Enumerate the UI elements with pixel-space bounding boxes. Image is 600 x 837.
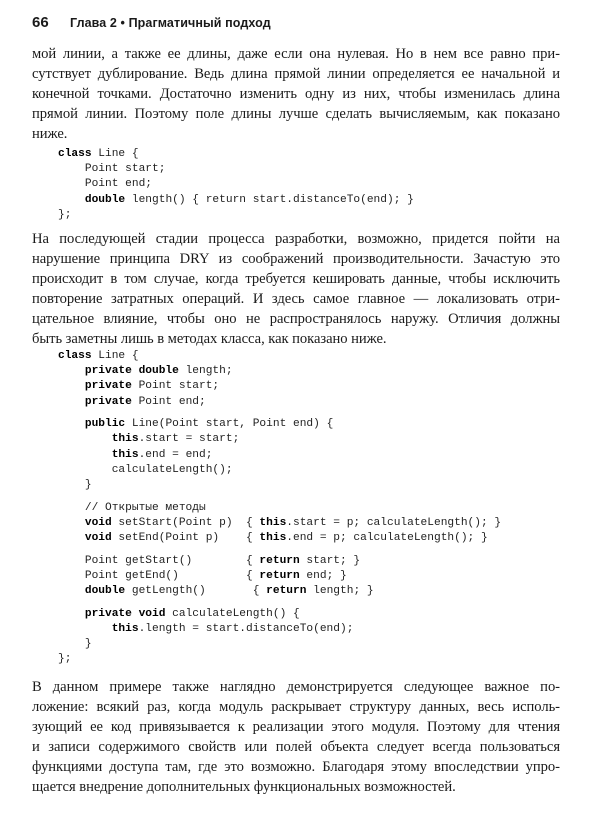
code-text: Line { bbox=[91, 350, 139, 362]
code-text: Line(Point start, Point end) { bbox=[125, 418, 334, 431]
code-text: }; bbox=[58, 208, 72, 221]
code-keyword: return bbox=[259, 569, 300, 582]
code-keyword: double bbox=[84, 585, 126, 598]
code-keyword: public bbox=[84, 418, 126, 431]
code-text bbox=[58, 532, 85, 544]
code-text bbox=[58, 365, 85, 377]
text-line: ложение: всякий раз, когда модуль раскрывает структуру данных, весь исполь- bbox=[32, 699, 560, 715]
code-line bbox=[58, 637, 501, 652]
text-line: щается внедрение дополнительных функциональных возможностей. bbox=[32, 779, 456, 795]
text-line: конечной точками. Достаточно изменить одну из них, чтобы изменилась длина bbox=[32, 86, 560, 102]
code-text bbox=[58, 396, 85, 408]
code-line bbox=[58, 501, 501, 516]
code-keyword: class bbox=[58, 148, 92, 160]
code-text: }; bbox=[58, 653, 72, 666]
code-text bbox=[58, 608, 85, 620]
code-line bbox=[58, 193, 414, 208]
code-line bbox=[58, 478, 501, 493]
code-line bbox=[58, 432, 501, 447]
code-line bbox=[58, 584, 501, 599]
code-text bbox=[58, 418, 85, 430]
paragraph-1 bbox=[32, 44, 560, 144]
text-line: На последующей стадии процесса разработки, возможно, придется пойти на bbox=[32, 231, 560, 247]
code-text: Line { bbox=[91, 148, 139, 160]
text-line: и записи содержимого свойств или полей объекта следует всегда пользоваться bbox=[32, 739, 560, 755]
code-text: start; } bbox=[299, 554, 361, 567]
code-line bbox=[58, 395, 501, 410]
code-keyword: void bbox=[84, 516, 112, 529]
text-line: функциями доступа там, где это возможно. Благодаря этому впоследствии упро- bbox=[32, 759, 560, 775]
running-head: Глава 2 • Прагматичный подход bbox=[70, 16, 271, 30]
code-text: Point end; bbox=[58, 178, 152, 191]
code-text: } bbox=[58, 638, 92, 651]
code-line bbox=[58, 417, 501, 432]
code-text: // Открытые методы bbox=[58, 501, 206, 514]
code-text: end; } bbox=[299, 569, 347, 582]
code-line bbox=[58, 622, 501, 637]
paragraph-3 bbox=[32, 677, 560, 797]
code-line bbox=[58, 554, 501, 569]
code-line bbox=[58, 379, 501, 394]
code-text bbox=[58, 517, 85, 529]
code-text: .end = p; calculateLength(); } bbox=[286, 532, 488, 545]
text-line: цательное влияние, чтобы оно не распространялось наружу. Отличия должны bbox=[32, 311, 560, 327]
text-line: мой линии, а также ее длины, даже если она нулевая. Но в нем все равно при- bbox=[32, 46, 560, 62]
code-text: length() { return start.distanceTo(end); } bbox=[125, 193, 414, 206]
code-text: length; } bbox=[306, 585, 374, 598]
code-listing-1 bbox=[58, 147, 414, 223]
code-keyword: this bbox=[259, 516, 287, 529]
paragraph-2 bbox=[32, 229, 560, 349]
code-keyword: return bbox=[259, 554, 300, 567]
text-line: прямой линии. Поэтому поле длины лучше сделать вычисляемым, как показано bbox=[32, 106, 560, 122]
code-text: Point end; bbox=[131, 395, 206, 408]
text-line: нарушение принципа DRY из соображений производительности. Зачастую это bbox=[32, 251, 560, 267]
code-text bbox=[58, 623, 112, 635]
code-line bbox=[58, 569, 501, 584]
code-keyword: private void bbox=[84, 607, 166, 620]
code-text: } bbox=[58, 479, 92, 491]
code-line bbox=[58, 448, 501, 463]
code-line bbox=[58, 516, 501, 531]
code-keyword: this bbox=[111, 433, 139, 446]
code-line bbox=[58, 607, 501, 622]
code-blank-line bbox=[58, 599, 501, 607]
code-text: Point start; bbox=[131, 380, 220, 393]
code-keyword: this bbox=[259, 532, 287, 545]
code-text: setEnd(Point p) { bbox=[111, 532, 260, 545]
code-text bbox=[58, 380, 85, 392]
text-line: повторение затратных операций. И здесь самое главное — локализовать отри- bbox=[32, 291, 560, 307]
text-line: В данном примере также наглядно демонстрируется следующее важное по- bbox=[32, 679, 560, 695]
code-line bbox=[58, 147, 414, 162]
code-text: length; bbox=[178, 365, 233, 378]
code-text: Point getEnd() { bbox=[58, 569, 260, 582]
code-text bbox=[58, 194, 85, 206]
code-text bbox=[58, 433, 112, 445]
code-text: Point getStart() { bbox=[58, 554, 260, 567]
code-keyword: return bbox=[266, 585, 307, 598]
code-blank-line bbox=[58, 493, 501, 501]
code-keyword: private bbox=[84, 395, 132, 408]
text-line: сутствует дублирование. Ведь длина прямой линии определяется ее начальной и bbox=[32, 66, 560, 82]
code-text bbox=[58, 585, 85, 597]
text-line: зующий ее код привязывается к реализации этого модуля. Поэтому для чтения bbox=[32, 719, 560, 735]
code-blank-line bbox=[58, 546, 501, 554]
text-line: ниже. bbox=[32, 126, 68, 142]
code-line bbox=[58, 652, 501, 667]
code-text: .start = start; bbox=[138, 433, 240, 446]
text-line: быть заметны лишь в методах класса, как показано ниже. bbox=[32, 331, 387, 347]
code-keyword: private double bbox=[84, 365, 179, 378]
code-blank-line bbox=[58, 410, 501, 418]
code-text: Point start; bbox=[58, 163, 166, 176]
code-keyword: private bbox=[84, 380, 132, 393]
code-text: getLength() { bbox=[125, 585, 267, 598]
code-text: setStart(Point p) { bbox=[111, 516, 260, 529]
code-keyword: this bbox=[111, 448, 139, 461]
code-text: .end = end; bbox=[138, 448, 213, 461]
code-line bbox=[58, 208, 414, 223]
code-keyword: void bbox=[84, 532, 112, 545]
page-number: 66 bbox=[32, 14, 49, 31]
code-text: .start = p; calculateLength(); } bbox=[286, 516, 502, 529]
code-line bbox=[58, 463, 501, 478]
code-text: calculateLength() { bbox=[165, 607, 300, 620]
code-line bbox=[58, 162, 414, 177]
code-text bbox=[58, 449, 112, 461]
code-keyword: double bbox=[84, 193, 126, 206]
code-line bbox=[58, 364, 501, 379]
code-keyword: this bbox=[111, 623, 139, 635]
code-line bbox=[58, 177, 414, 192]
code-line bbox=[58, 531, 501, 546]
code-listing-2 bbox=[58, 349, 501, 668]
text-line: происходит в том случае, когда требуется кешировать данные, чтобы исключить bbox=[32, 271, 560, 287]
code-keyword: class bbox=[58, 350, 92, 362]
code-text: .length = start.distanceTo(end); bbox=[138, 623, 354, 635]
code-text: calculateLength(); bbox=[58, 463, 233, 476]
page-header bbox=[32, 14, 572, 36]
code-line bbox=[58, 349, 501, 364]
